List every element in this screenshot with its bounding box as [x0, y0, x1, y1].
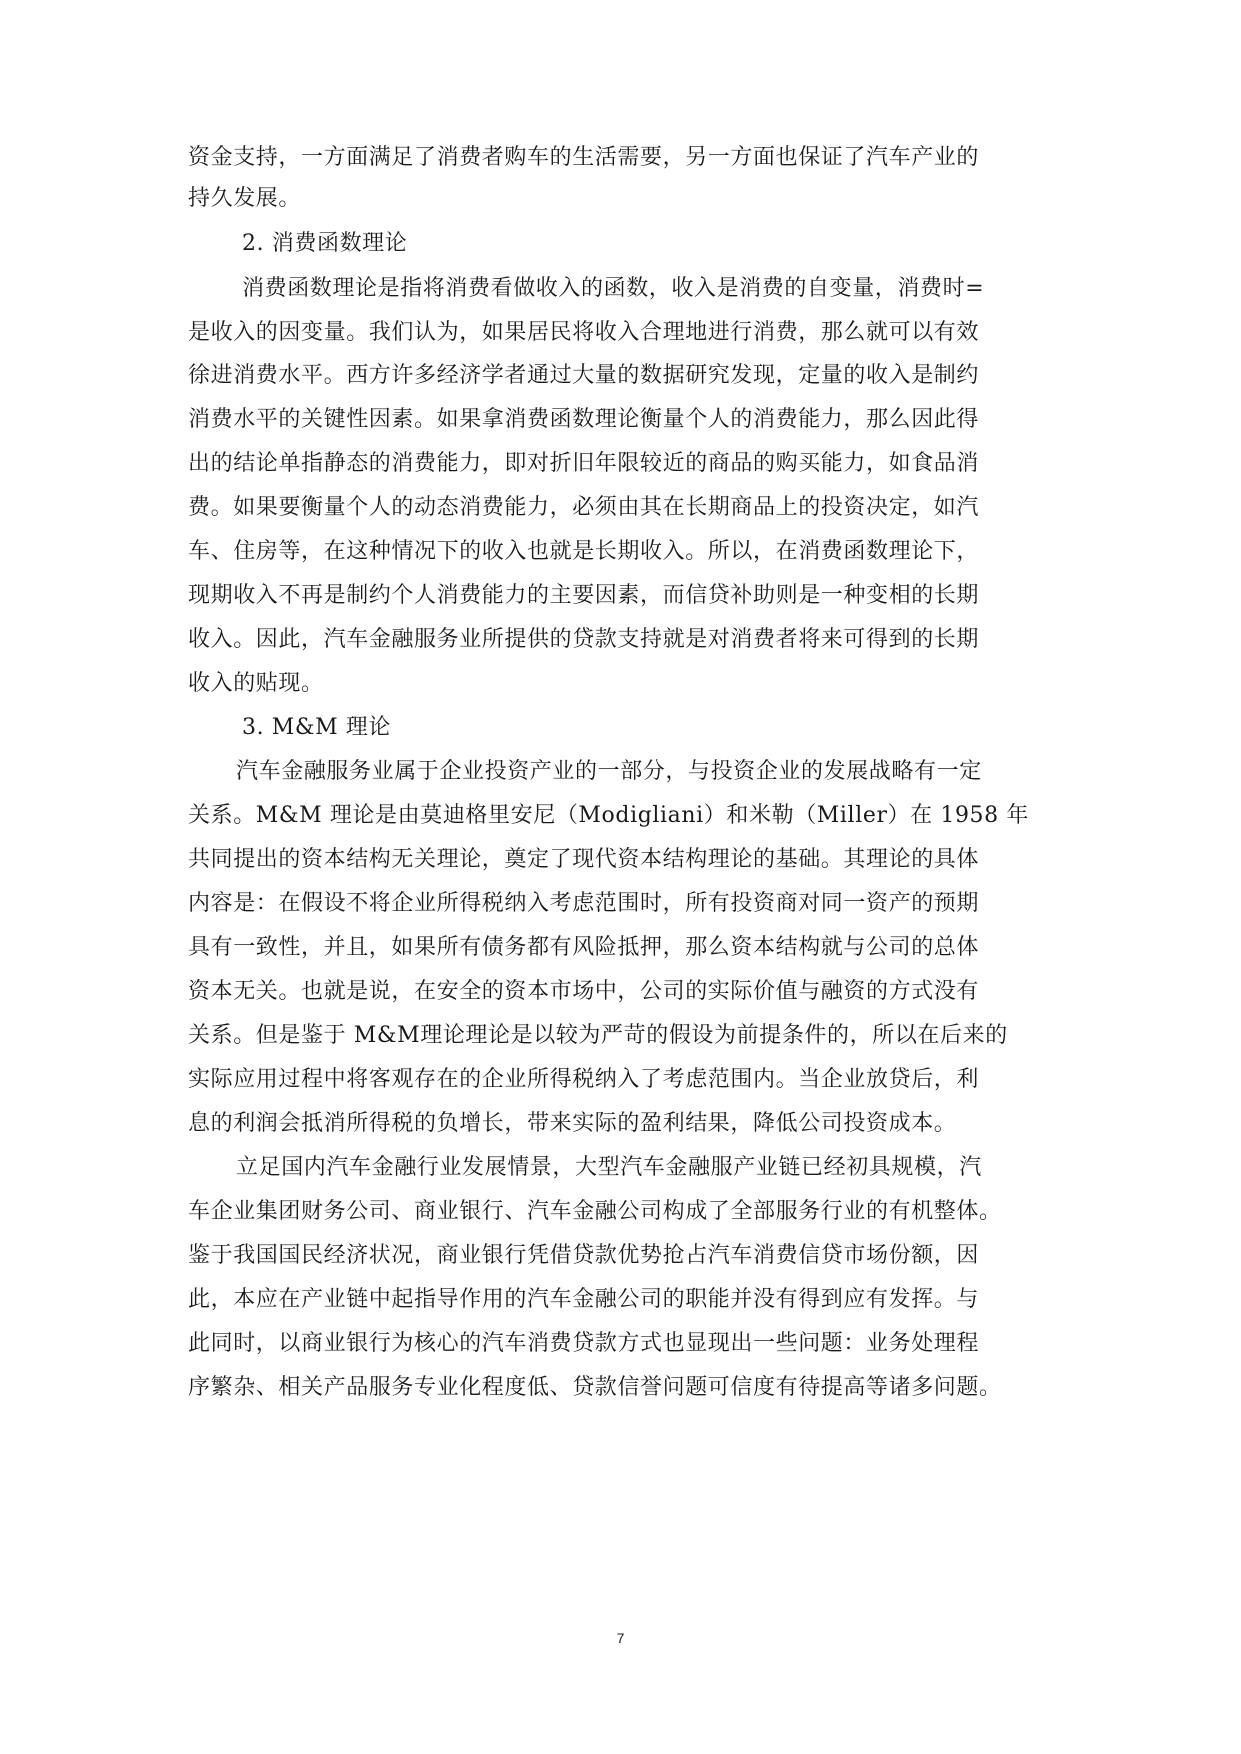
- body-line: 现期收入不再是制约个人消费能力的主要因素，而信贷补助则是一种变相的长期: [188, 583, 980, 608]
- body-line: 消费水平的关键性因素。如果拿消费函数理论衡量个人的消费能力，那么因此得: [188, 407, 980, 432]
- body-line: 徐进消费水平。西方许多经济学者通过大量的数据研究发现，定量的收入是制约: [188, 363, 980, 388]
- body-line: 汽车金融服务业属于企业投资产业的一部分，与投资企业的发展战略有一定: [236, 759, 982, 784]
- body-line: 关系。M&M 理论是由莫迪格里安尼（Modigliani）和米勒（Miller）在 1958 年: [188, 803, 1029, 828]
- body-line: 车企业集团财务公司、商业银行、汽车金融公司构成了全部服务行业的有机整体。: [188, 1199, 1002, 1224]
- body-line: 消费函数理论是指将消费看做收入的函数，收入是消费的自变量，消费时=: [242, 276, 985, 301]
- body-line: 鉴于我国国民经济状况，商业银行凭借贷款优势抢占汽车消费信贷市场份额，因: [188, 1243, 980, 1268]
- body-line: 具有一致性，并且，如果所有债务都有风险抵押，那么资本结构就与公司的总体: [188, 935, 980, 960]
- body-line: 收入的贴现。: [188, 671, 324, 696]
- section-heading: 3. M&M 理论: [242, 715, 392, 740]
- body-line: 收入。因此，汽车金融服务业所提供的贷款支持就是对消费者将来可得到的长期: [188, 627, 980, 652]
- body-line: 立足国内汽车金融行业发展情景，大型汽车金融服产业链已经初具规模，汽: [236, 1155, 982, 1180]
- section-heading: 2. 消费函数理论: [242, 231, 408, 256]
- body-line: 此，本应在产业链中起指导作用的汽车金融公司的职能并没有得到应有发挥。与: [188, 1287, 980, 1312]
- body-line: 车、住房等，在这种情况下的收入也就是长期收入。所以，在消费函数理论下，: [188, 539, 980, 564]
- body-line: 资本无关。也就是说，在安全的资本市场中，公司的实际价值与融资的方式没有: [188, 979, 980, 1004]
- page-number: 7: [616, 1630, 625, 1646]
- body-line: 内容是：在假设不将企业所得税纳入考虑范围时，所有投资商对同一资产的预期: [188, 891, 980, 916]
- body-line: 是收入的因变量。我们认为，如果居民将收入合理地进行消费，那么就可以有效: [188, 320, 980, 345]
- body-line: 出的结论单指静态的消费能力，即对折旧年限较近的商品的购买能力，如食品消: [188, 451, 980, 476]
- body-line: 序繁杂、相关产品服务专业化程度低、贷款信誉问题可信度有待提高等诸多问题。: [188, 1375, 1002, 1400]
- body-line: 此同时，以商业银行为核心的汽车消费贷款方式也显现出一些问题：业务处理程: [188, 1331, 980, 1356]
- body-line: 持久发展。: [188, 186, 302, 211]
- body-line: 实际应用过程中将客观存在的企业所得税纳入了考虑范围内。当企业放贷后，利: [188, 1067, 980, 1092]
- body-line: 息的利润会抵消所得税的负增长，带来实际的盈利结果，降低公司投资成本。: [188, 1111, 957, 1136]
- body-line: 资金支持，一方面满足了消费者购车的生活需要，另一方面也保证了汽车产业的: [188, 145, 980, 170]
- body-line: 关系。但是鉴于 M&M理论理论是以较为严苛的假设为前提条件的，所以在后来的: [188, 1023, 1008, 1048]
- body-line: 共同提出的资本结构无关理论，奠定了现代资本结构理论的基础。其理论的具体: [188, 847, 980, 872]
- body-line: 费。如果要衡量个人的动态消费能力，必须由其在长期商品上的投资决定，如汽: [188, 495, 980, 520]
